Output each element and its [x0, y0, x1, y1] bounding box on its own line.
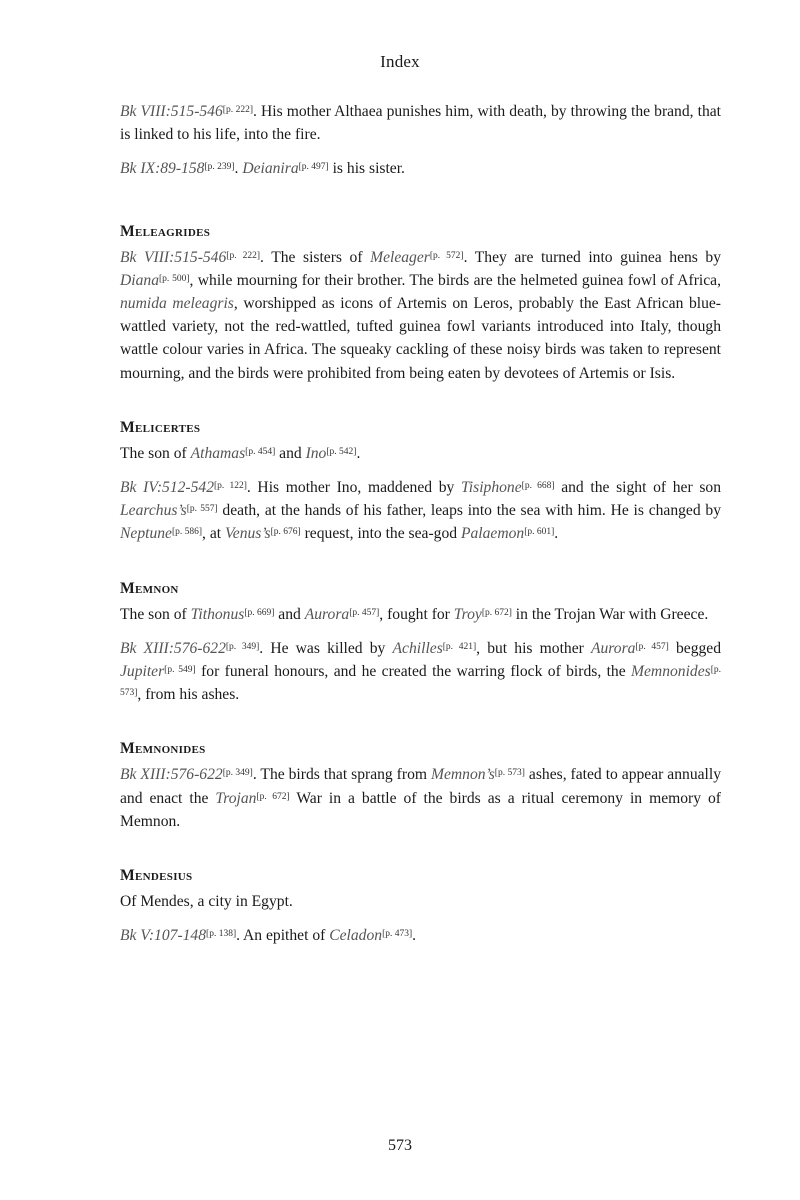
page-reference-link[interactable]: [p. 457]: [635, 641, 669, 652]
entry-text: .: [554, 525, 559, 543]
cross-reference-link[interactable]: Bk XIII:576-622: [120, 639, 226, 657]
page-reference-link[interactable]: [p. 669]: [244, 607, 275, 618]
page-reference-link[interactable]: [p. 421]: [442, 641, 477, 652]
entry-text: , while mourning for their brother. The birds are the helmeted guinea fowl of Africa,: [189, 271, 721, 289]
entry-paragraph: [120, 924, 721, 947]
entry-text: . His mother Ino, maddened by: [246, 479, 461, 497]
page-reference-link[interactable]: [p. 672]: [481, 607, 512, 618]
cross-reference-link[interactable]: Palaemon: [460, 525, 525, 543]
cross-reference-link[interactable]: Memnonides: [631, 663, 711, 681]
entry-text: in the Trojan War with Greece.: [511, 605, 709, 623]
entry-paragraph: [120, 763, 721, 833]
page-reference-link[interactable]: [p. 454]: [245, 446, 276, 457]
entry-text: , from his ashes.: [137, 686, 240, 704]
page-reference-link[interactable]: [p. 542]: [326, 446, 357, 457]
entry-text: The son of: [120, 444, 191, 462]
entry-text: request, into the sea-god: [300, 525, 461, 543]
entry-text: , worshipped as icons of Artemis on Leros, probably the East African blue-wattled variety, not the red-wattled, tufted guinea fowl variants introduced into Italy, though wattle colour varies in Africa. The squeaky cackling of these noisy birds was taken to represent mourning, and the birds were prohibited from being eaten by devotees of Artemis or Isis.: [120, 295, 721, 382]
cross-reference-link[interactable]: Memnon’s: [430, 766, 495, 784]
page-reference-link[interactable]: [p. 497]: [298, 162, 329, 173]
index-entry: [120, 865, 721, 947]
index-entry: [120, 221, 721, 385]
page-reference-link[interactable]: [p. 457]: [349, 607, 380, 618]
cross-reference-link[interactable]: Bk IV:512-542: [120, 479, 214, 497]
entry-paragraph: [120, 637, 721, 707]
cross-reference-link[interactable]: Trojan: [215, 789, 257, 807]
entry-heading: Memnonides: [120, 740, 206, 758]
entry-text: death, at the hands of his father, leaps into the sea with him. He is changed by: [217, 502, 721, 520]
entry-text: is his sister.: [328, 160, 405, 178]
entry-text: begged: [668, 639, 722, 657]
entry-text: .: [234, 160, 243, 178]
cross-reference-link[interactable]: Venus’s: [225, 525, 271, 543]
page-reference-link[interactable]: [p. 672]: [256, 791, 290, 802]
entry-text: . An epithet of: [236, 927, 330, 945]
cross-reference-link[interactable]: Ino: [305, 444, 327, 462]
index-entry: [120, 738, 721, 833]
page-reference-link[interactable]: [p. 573]: [494, 768, 525, 779]
page-reference-link[interactable]: [p. 138]: [206, 929, 237, 940]
entry-text: . His mother Althaea punishes him, with death, by throwing the brand, that is linked to his life, into the fire.: [120, 103, 721, 144]
cross-reference-link[interactable]: Athamas: [190, 444, 246, 462]
page-reference-link[interactable]: [p. 601]: [524, 527, 555, 538]
entry-paragraph: [120, 157, 721, 180]
cross-reference-link[interactable]: Celadon: [329, 927, 383, 945]
page-reference-link[interactable]: [p. 500]: [158, 273, 190, 284]
entry-text: The son of: [120, 605, 191, 623]
page-reference-link[interactable]: [p. 122]: [214, 481, 247, 492]
entry-text: and: [274, 605, 305, 623]
entry-text: . He was killed by: [259, 639, 393, 657]
entry-text: War in a battle of the birds as a ritual ceremony in memory of Memnon.: [120, 789, 722, 830]
cross-reference-link[interactable]: Achilles: [392, 639, 443, 657]
entry-paragraph: [120, 442, 721, 465]
entry-text: Of Mendes, a city in Egypt.: [120, 893, 293, 911]
page-reference-link[interactable]: [p. 557]: [186, 504, 218, 515]
entry-text: and the sight of her son: [554, 479, 722, 497]
cross-reference-link[interactable]: Bk VIII:515-546: [120, 103, 223, 120]
cross-reference-link[interactable]: Meleager: [370, 248, 430, 266]
page-reference-link[interactable]: [p. 222]: [222, 105, 254, 115]
index-page-body: [120, 100, 721, 979]
entry-paragraph: [120, 603, 721, 626]
cross-reference-link[interactable]: Jupiter: [120, 663, 165, 681]
page-number: 573: [388, 1137, 412, 1154]
entry-heading: Melicertes: [120, 418, 201, 436]
index-entry: [120, 578, 721, 707]
page-reference-link[interactable]: [p. 222]: [226, 250, 261, 261]
cross-reference-link[interactable]: Tisiphone: [461, 479, 522, 497]
entry-text: , at: [202, 525, 225, 543]
cross-reference-link[interactable]: Learchus’s: [120, 502, 187, 520]
entry-text: and: [275, 444, 306, 462]
cross-reference-link[interactable]: Tithonus: [190, 605, 245, 623]
page-reference-link[interactable]: [p. 668]: [521, 481, 555, 492]
cross-reference-link[interactable]: Aurora: [304, 605, 350, 623]
entry-text: for funeral honours, and he created the warring flock of birds, the: [195, 663, 632, 681]
running-head: Index: [380, 52, 420, 71]
cross-reference-link[interactable]: Troy: [453, 605, 482, 623]
page-reference-link[interactable]: [p. 676]: [270, 527, 301, 538]
cross-reference-link[interactable]: Bk XIII:576-622: [120, 766, 223, 784]
entry-paragraph: [120, 246, 721, 385]
entry-paragraph: [120, 100, 721, 146]
page-reference-link[interactable]: [p. 549]: [164, 665, 196, 676]
page-reference-link[interactable]: [p. 349]: [222, 768, 253, 779]
entry-heading: Memnon: [120, 579, 179, 597]
entry-paragraph: [120, 476, 721, 546]
entry-text: , but his mother: [476, 639, 591, 657]
entry-text: ashes, fated to appear annually and enact the: [120, 766, 721, 807]
cross-reference-link[interactable]: numida meleagris: [120, 295, 234, 313]
page-reference-link[interactable]: [p. 586]: [171, 527, 203, 538]
page-reference-link[interactable]: [p. 572]: [429, 250, 464, 261]
entry-text: . The birds that sprang from: [252, 766, 431, 784]
index-entry: [120, 100, 721, 181]
cross-reference-link[interactable]: Deianira: [242, 160, 299, 178]
entry-text: , fought for: [379, 605, 454, 623]
cross-reference-link[interactable]: Bk V:107-148: [120, 927, 207, 945]
entry-paragraph: [120, 890, 721, 913]
page-reference-link[interactable]: [p. 349]: [225, 641, 260, 652]
page-reference-link[interactable]: [p. 473]: [382, 929, 413, 940]
entry-text: .: [356, 444, 361, 462]
cross-reference-link[interactable]: Bk IX:89-158: [120, 160, 205, 178]
cross-reference-link[interactable]: Bk VIII:515-546: [120, 248, 227, 266]
entry-heading: Mendesius: [120, 867, 193, 885]
entry-text: .: [412, 927, 417, 945]
entry-text: . They are turned into guinea hens by: [463, 248, 722, 266]
cross-reference-link[interactable]: Diana: [120, 271, 159, 289]
cross-reference-link[interactable]: Aurora: [590, 639, 636, 657]
cross-reference-link[interactable]: Neptune: [120, 525, 172, 543]
entry-heading: Meleagrides: [120, 222, 211, 240]
page-reference-link[interactable]: [p. 239]: [204, 162, 235, 173]
entry-text: . The sisters of: [260, 248, 371, 266]
page-reference-link[interactable]: [p. 573]: [120, 665, 721, 699]
index-entry: [120, 417, 721, 546]
